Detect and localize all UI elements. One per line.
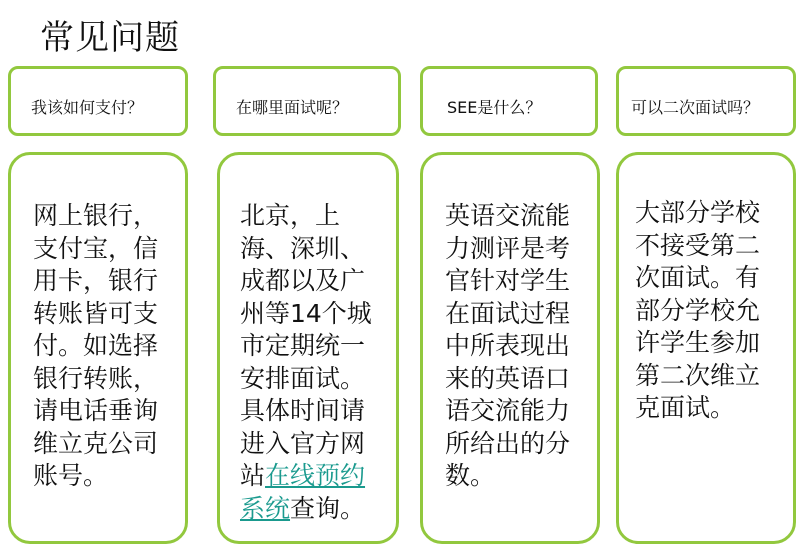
faq-question-see[interactable] (420, 66, 598, 136)
faq-question-label: 我该如何支付？ (31, 98, 144, 117)
faq-answer-see (420, 152, 600, 544)
faq-answer-location (217, 152, 399, 544)
faq-question-label: 在哪里面试呢？ (236, 98, 349, 117)
faq-answer-second-interview (616, 152, 796, 544)
faq-answer-text: 网上银行，支付宝，信用卡，银行转账皆可支付。如选择银行转账，请电话垂询维立克公司账号。 (33, 201, 159, 490)
faq-question-second-interview[interactable] (616, 66, 796, 136)
faq-answer-text-part: 北京，上海、深圳、成都以及广州等14个城市定期统一安排面试。具体时间请进入官方网站 (240, 201, 372, 490)
faq-question-label: 可以二次面试吗？ (631, 98, 760, 117)
faq-answer-payment (8, 152, 188, 544)
faq-answer-text: 英语交流能力测评是考官针对学生在面试过程中所表现出来的英语口语交流能力所给出的分数。 (445, 201, 571, 490)
faq-question-payment[interactable] (8, 66, 188, 136)
online-booking-link[interactable]: 在线预约系统 (240, 461, 366, 523)
page-title: 常见问题 (40, 18, 180, 58)
faq-answer-text-part: 查询。 (290, 493, 366, 523)
faq-question-label: SEE是什么？ (447, 98, 542, 117)
faq-answer-text: 大部分学校不接受第二次面试。有部分学校允许学生参加第二次维立克面试。 (635, 198, 761, 422)
faq-answer-text (240, 200, 385, 525)
faq-question-location[interactable] (213, 66, 401, 136)
